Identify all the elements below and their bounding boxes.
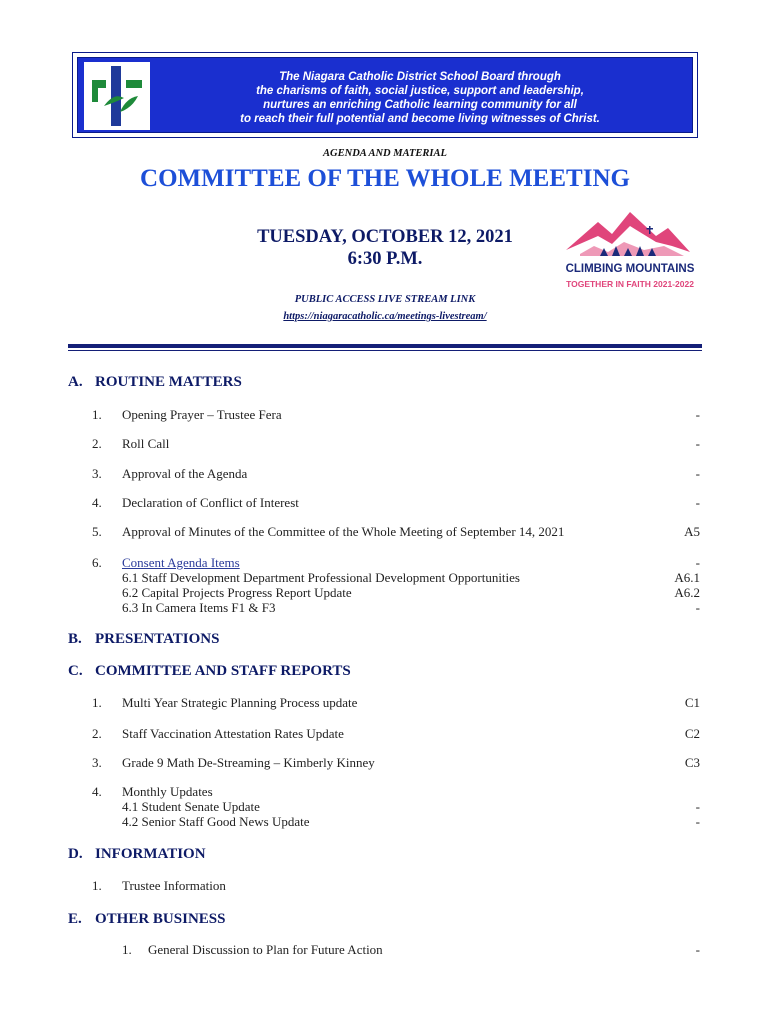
item-text: Staff Vaccination Attestation Rates Update (122, 726, 344, 741)
livestream-label: PUBLIC ACCESS LIVE STREAM LINK (294, 294, 476, 305)
sub-item: 6.3 In Camera Items F1 & F3 (122, 600, 276, 615)
item-number: 6. (92, 555, 102, 570)
item-reference: A5 (684, 524, 700, 539)
mission-line: The Niagara Catholic District School Board through (279, 71, 561, 83)
sub-item-reference: - (695, 814, 700, 829)
section-heading-other-business (68, 911, 225, 928)
section-title: COMMITTEE AND STAFF REPORTS (95, 663, 351, 679)
item-reference: - (695, 407, 700, 422)
mission-line: nurtures an enriching Catholic learning community for all (263, 99, 577, 111)
item-text: Approval of the Agenda (122, 466, 248, 481)
item-reference: - (695, 942, 700, 957)
item-number: 1. (92, 695, 102, 710)
section-title: OTHER BUSINESS (95, 911, 226, 927)
agenda-label: AGENDA AND MATERIAL (323, 148, 447, 159)
item-reference: - (695, 555, 700, 570)
sub-item: 4.1 Student Senate Update (122, 799, 260, 814)
cross-logo-icon (84, 62, 150, 130)
theme-logo-line2: TOGETHER IN FAITH 2021-2022 (566, 279, 694, 289)
section-letter: E. (68, 911, 82, 927)
item-number: 1. (92, 407, 102, 422)
item-reference: C3 (684, 755, 700, 770)
livestream-link[interactable]: https://niagaracatholic.ca/meetings-livestream/ (283, 311, 487, 322)
item-reference: C2 (684, 726, 700, 741)
section-heading-routine-matters (68, 374, 242, 391)
mission-line: the charisms of faith, social justice, support and leadership, (256, 85, 584, 97)
meeting-date: TUESDAY, OCTOBER 12, 2021 (257, 227, 513, 247)
section-letter: C. (68, 663, 83, 679)
theme-logo-line1: CLIMBING MOUNTAINS (565, 263, 695, 275)
sub-item-reference: A6.2 (674, 585, 700, 600)
sub-item-reference: - (695, 799, 700, 814)
mission-banner (72, 52, 698, 138)
item-number: 1. (122, 942, 132, 957)
item-number: 4. (92, 495, 102, 510)
item-text: Multi Year Strategic Planning Process update (122, 695, 358, 710)
item-text: Opening Prayer – Trustee Fera (122, 407, 282, 422)
section-letter: B. (68, 631, 82, 647)
consent-agenda-link[interactable]: Consent Agenda Items (122, 555, 240, 570)
item-text: General Discussion to Plan for Future Action (148, 942, 383, 957)
sub-item: 6.1 Staff Development Department Professional Development Opportunities (122, 570, 520, 585)
item-reference: - (695, 495, 700, 510)
section-heading-committee-reports (68, 663, 351, 680)
item-number: 2. (92, 436, 102, 451)
item-number: 4. (92, 784, 102, 799)
mountain-icon (560, 206, 700, 296)
divider-thick (68, 344, 702, 348)
mission-banner-fill (77, 57, 693, 133)
section-heading-presentations (68, 631, 219, 648)
divider-thin (68, 350, 702, 351)
section-title: PRESENTATIONS (95, 631, 220, 647)
meeting-datetime (180, 226, 590, 270)
item-number: 1. (92, 878, 102, 893)
item-text: Declaration of Conflict of Interest (122, 495, 299, 510)
item-text: Grade 9 Math De-Streaming – Kimberly Kinney (122, 755, 375, 770)
item-text: Monthly Updates (122, 784, 213, 799)
sub-item-reference: A6.1 (674, 570, 700, 585)
theme-logo (560, 206, 700, 296)
sub-item: 6.2 Capital Projects Progress Report Update (122, 585, 352, 600)
meeting-time: 6:30 P.M. (347, 249, 423, 269)
item-text: Roll Call (122, 436, 170, 451)
board-logo (84, 62, 150, 130)
section-letter: A. (68, 374, 83, 390)
section-heading-information (68, 846, 206, 863)
item-reference: - (695, 436, 700, 451)
item-text: Approval of Minutes of the Committee of the Whole Meeting of September 14, 2021 (122, 524, 565, 539)
mission-line: to reach their full potential and become living witnesses of Christ. (240, 113, 600, 125)
item-reference: C1 (684, 695, 700, 710)
item-number: 2. (92, 726, 102, 741)
sub-item: 4.2 Senior Staff Good News Update (122, 814, 310, 829)
sub-item-reference: - (695, 600, 700, 615)
item-number: 3. (92, 755, 102, 770)
item-text: Trustee Information (122, 878, 226, 893)
mission-statement (158, 70, 682, 126)
page-title: COMMITTEE OF THE WHOLE MEETING (140, 165, 630, 192)
item-number: 3. (92, 466, 102, 481)
section-title: INFORMATION (95, 846, 206, 862)
item-number: 5. (92, 524, 102, 539)
section-title: ROUTINE MATTERS (95, 374, 242, 390)
section-letter: D. (68, 846, 83, 862)
item-reference: - (695, 466, 700, 481)
